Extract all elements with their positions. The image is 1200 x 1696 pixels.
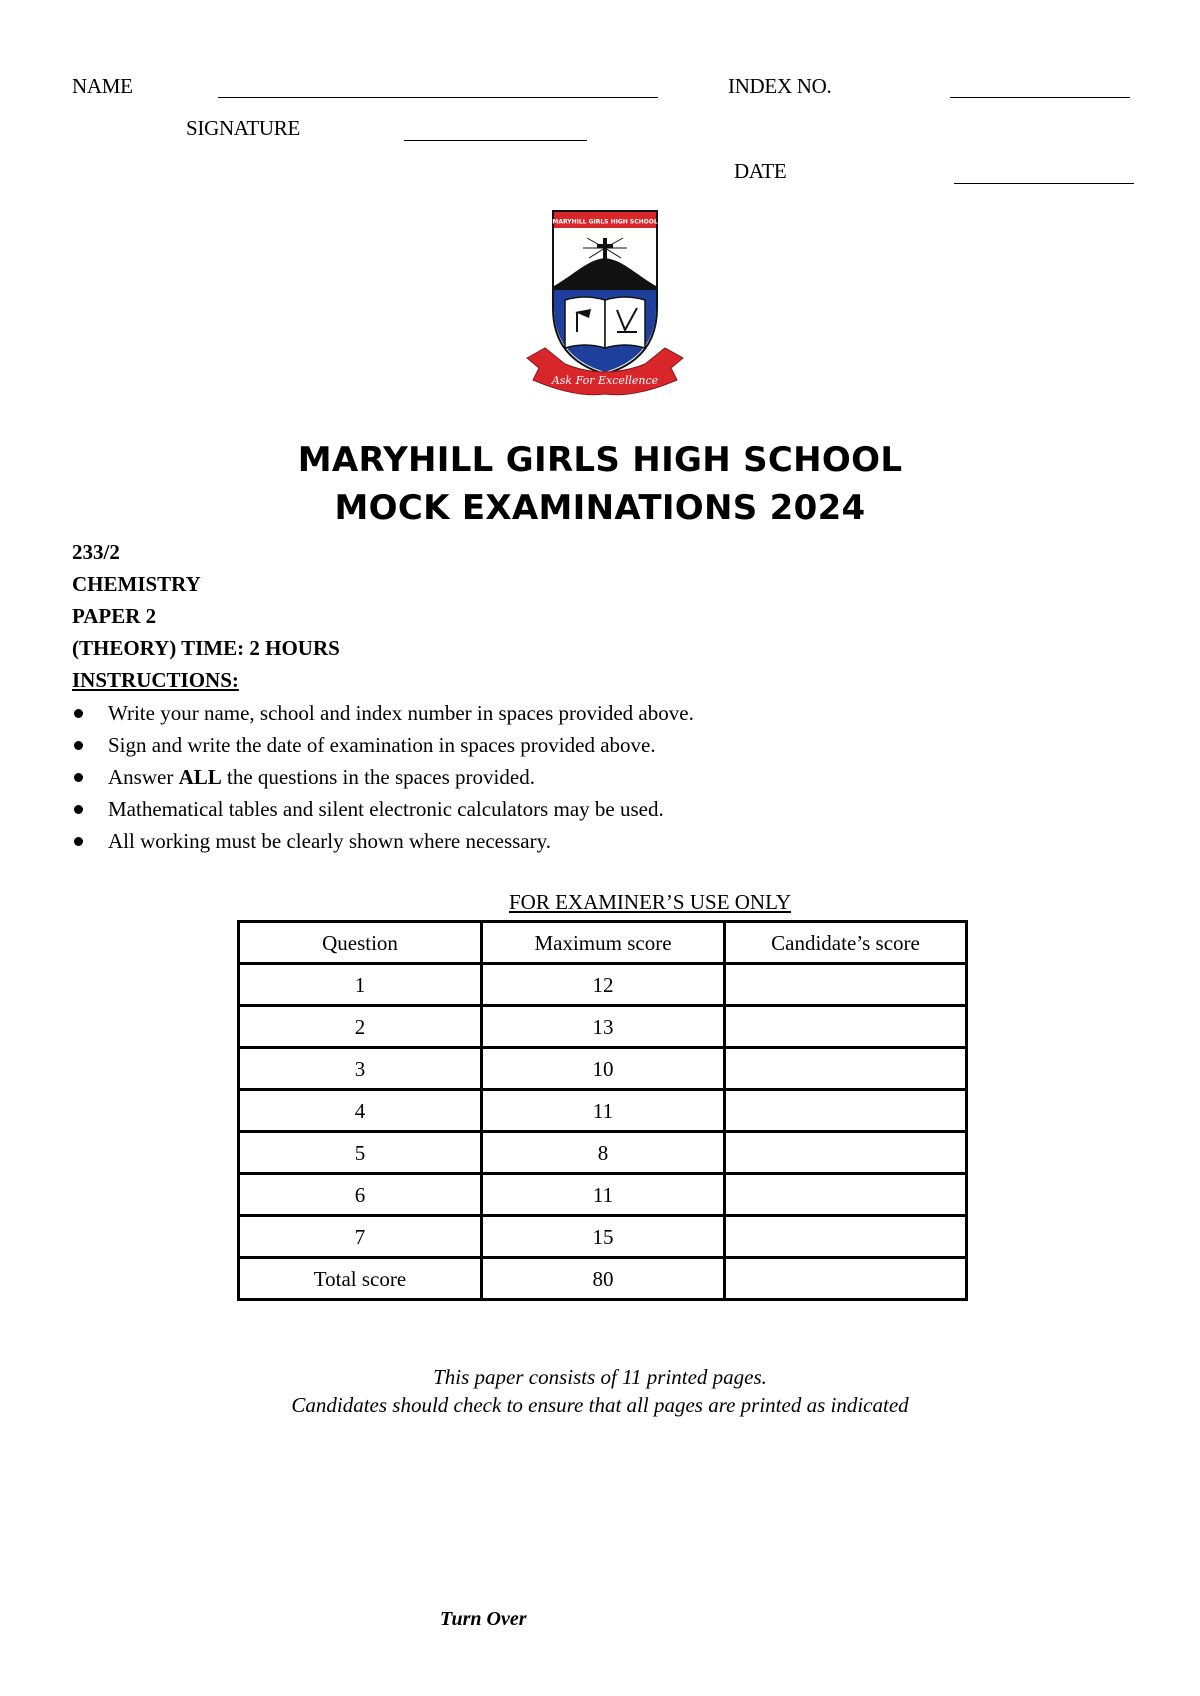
check-pages-note: Candidates should check to ensure that all pages are printed as indicated [291, 1393, 909, 1417]
instructions-heading: INSTRUCTIONS: [72, 668, 239, 692]
instruction-text-suffix: the questions in the spaces provided. [221, 765, 535, 789]
header-max-score: Maximum score [482, 922, 725, 964]
bullet-icon [74, 741, 83, 750]
examiner-score-table [237, 920, 968, 1301]
date-input-line[interactable] [954, 183, 1134, 184]
instruction-text: All working must be clearly shown where necessary. [108, 829, 552, 853]
question-cell: 5 [239, 1132, 482, 1174]
table-row [239, 1174, 967, 1216]
candidate-score-cell[interactable] [725, 1174, 967, 1216]
instruction-item [72, 825, 694, 857]
candidate-score-cell[interactable] [725, 1216, 967, 1258]
header-question: Question [239, 922, 482, 964]
instruction-item [72, 761, 694, 793]
total-max-cell: 80 [482, 1258, 725, 1300]
instruction-text: Mathematical tables and silent electronic calculators may be used. [108, 797, 664, 821]
bullet-icon [74, 837, 83, 846]
max-score-cell: 15 [482, 1216, 725, 1258]
max-score-cell: 12 [482, 964, 725, 1006]
total-row [239, 1258, 967, 1300]
date-label: DATE [734, 159, 787, 183]
candidate-score-cell[interactable] [725, 1090, 967, 1132]
instruction-emphasis: ALL [178, 765, 222, 789]
total-candidate-cell[interactable] [725, 1258, 967, 1300]
candidate-score-cell[interactable] [725, 1048, 967, 1090]
paper-code: 233/2 [72, 540, 120, 564]
table-row [239, 1048, 967, 1090]
school-crest [525, 208, 685, 398]
table-header-row [239, 922, 967, 964]
paper-time: (THEORY) TIME: 2 HOURS [72, 636, 340, 660]
bullet-icon [74, 805, 83, 814]
examiner-table-caption: FOR EXAMINER’S USE ONLY [509, 890, 791, 914]
bullet-icon [74, 773, 83, 782]
signature-input-line[interactable] [404, 140, 587, 141]
school-name-heading: MARYHILL GIRLS HIGH SCHOOL [297, 440, 903, 480]
exam-title-heading: MOCK EXAMINATIONS 2024 [334, 488, 866, 528]
instructions-list [72, 697, 694, 857]
instruction-item [72, 729, 694, 761]
question-cell: 4 [239, 1090, 482, 1132]
candidate-score-cell[interactable] [725, 1006, 967, 1048]
instruction-text-prefix: Answer [108, 765, 179, 789]
total-label-cell: Total score [239, 1258, 482, 1300]
turn-over-note: Turn Over [440, 1608, 527, 1630]
bullet-icon [74, 709, 83, 718]
page-count-note: This paper consists of 11 printed pages. [433, 1365, 767, 1389]
crest-banner-text: MARYHILL GIRLS HIGH SCHOOL [552, 218, 658, 226]
instruction-text: Write your name, school and index number in spaces provided above. [108, 701, 694, 725]
question-cell: 6 [239, 1174, 482, 1216]
max-score-cell: 11 [482, 1174, 725, 1216]
crest-motto: Ask For Excellence [551, 374, 659, 387]
name-input-line[interactable] [218, 97, 658, 98]
max-score-cell: 11 [482, 1090, 725, 1132]
table-row [239, 1216, 967, 1258]
question-cell: 3 [239, 1048, 482, 1090]
candidate-score-cell[interactable] [725, 964, 967, 1006]
subject-name: CHEMISTRY [72, 572, 201, 596]
table-row [239, 1006, 967, 1048]
index-label: INDEX NO. [728, 74, 832, 98]
max-score-cell: 10 [482, 1048, 725, 1090]
max-score-cell: 13 [482, 1006, 725, 1048]
question-cell: 7 [239, 1216, 482, 1258]
signature-label: SIGNATURE [186, 116, 300, 140]
header-candidate-score: Candidate’s score [725, 922, 967, 964]
table-row [239, 1132, 967, 1174]
instruction-item [72, 697, 694, 729]
question-cell: 2 [239, 1006, 482, 1048]
table-row [239, 964, 967, 1006]
candidate-score-cell[interactable] [725, 1132, 967, 1174]
open-book-icon [565, 297, 645, 348]
name-label: NAME [72, 74, 133, 98]
max-score-cell: 8 [482, 1132, 725, 1174]
paper-number: PAPER 2 [72, 604, 157, 628]
instruction-item [72, 793, 694, 825]
index-input-line[interactable] [950, 97, 1130, 98]
instruction-text: Sign and write the date of examination in spaces provided above. [108, 733, 656, 757]
table-row [239, 1090, 967, 1132]
question-cell: 1 [239, 964, 482, 1006]
